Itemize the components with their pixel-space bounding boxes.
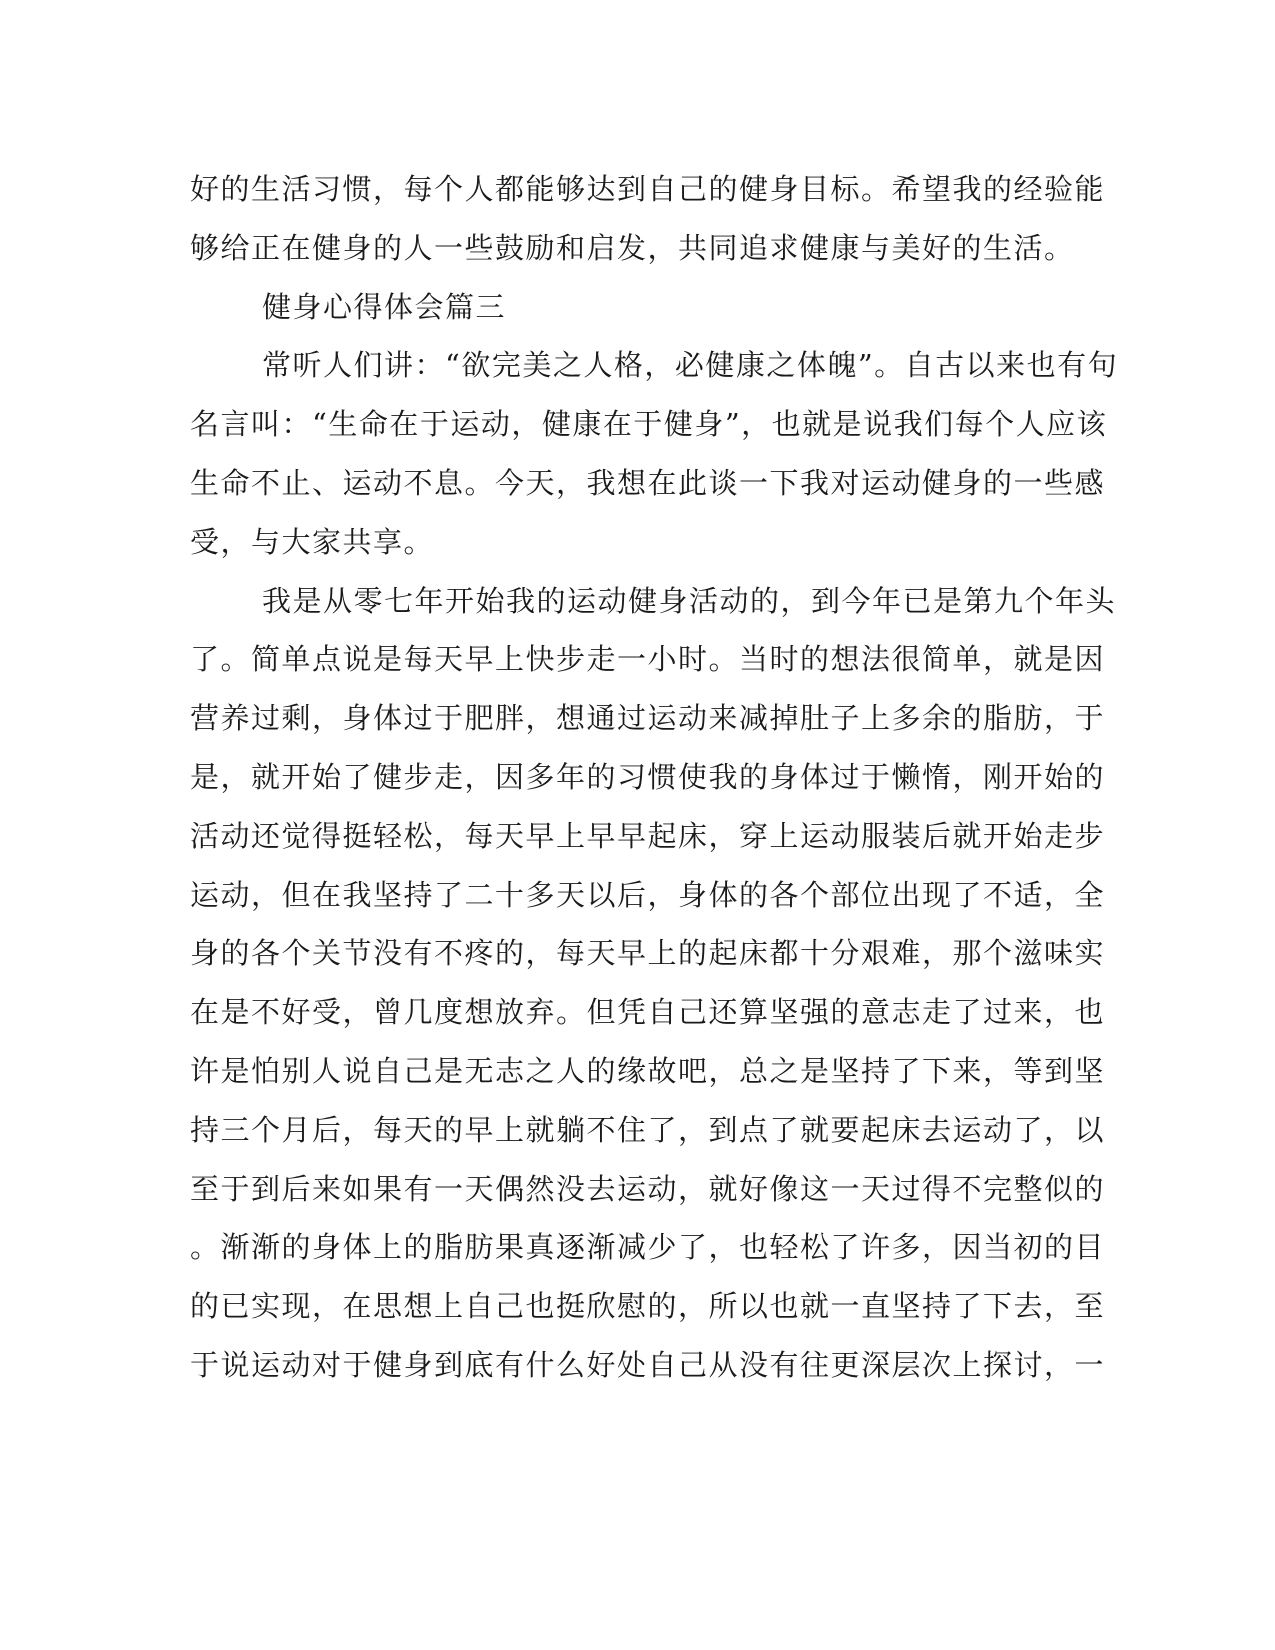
body-text bbox=[190, 160, 1119, 1395]
text-line: 于说运动对于健身到底有什么好处自己从没有往更深层次上探讨，一 bbox=[190, 1347, 1106, 1382]
text-line: 运动，但在我坚持了二十多天以后，身体的各个部位出现了不适，全 bbox=[190, 877, 1106, 912]
text-line: 至于到后来如果有一天偶然没去运动，就好像这一天过得不完整似的 bbox=[190, 1171, 1106, 1206]
text-line: 名言叫：“生命在于运动，健康在于健身”，也就是说我们每个人应该 bbox=[190, 407, 1108, 442]
text-line: 生命不止、运动不息。今天，我想在此谈一下我对运动健身的一些感 bbox=[190, 465, 1106, 500]
text-line: 在是不好受，曾几度想放弃。但凭自己还算坚强的意志走了过来，也 bbox=[190, 995, 1106, 1030]
text-line: 的已实现，在思想上自己也挺欣慰的，所以也就一直坚持了下去，至 bbox=[190, 1289, 1106, 1324]
text-line: 活动还觉得挺轻松，每天早上早早起床，穿上运动服装后就开始走步 bbox=[190, 818, 1106, 853]
text-line: 许是怕别人说自己是无志之人的缘故吧，总之是坚持了下来，等到坚 bbox=[190, 1053, 1106, 1088]
text-line: 是，就开始了健步走，因多年的习惯使我的身体过于懒惰，刚开始的 bbox=[190, 759, 1106, 794]
text-line: 我是从零七年开始我的运动健身活动的，到今年已是第九个年头 bbox=[262, 583, 1117, 618]
text-line: 身的各个关节没有不疼的，每天早上的起床都十分艰难，那个滋味实 bbox=[190, 936, 1106, 971]
text-line: 持三个月后，每天的早上就躺不住了，到点了就要起床去运动了，以 bbox=[190, 1112, 1106, 1147]
text-line: 营养过剩，身体过于肥胖，想通过运动来减掉肚子上多余的脂肪，于 bbox=[190, 701, 1106, 736]
text-line: 。渐渐的身体上的脂肪果真逐渐减少了，也轻松了许多，因当初的目 bbox=[190, 1230, 1106, 1265]
text-line: 好的生活习惯，每个人都能够达到自己的健身目标。希望我的经验能 bbox=[190, 172, 1106, 206]
section-heading: 健身心得体会篇三 bbox=[262, 289, 507, 324]
text-line: 常听人们讲：“欲完美之人格，必健康之体魄”。自古以来也有句 bbox=[262, 348, 1119, 383]
text-line: 够给正在健身的人一些鼓励和启发，共同追求健康与美好的生活。 bbox=[190, 230, 1075, 265]
text-line: 了。简单点说是每天早上快步走一小时。当时的想法很简单，就是因 bbox=[190, 642, 1106, 677]
text-line: 受，与大家共享。 bbox=[190, 524, 435, 559]
